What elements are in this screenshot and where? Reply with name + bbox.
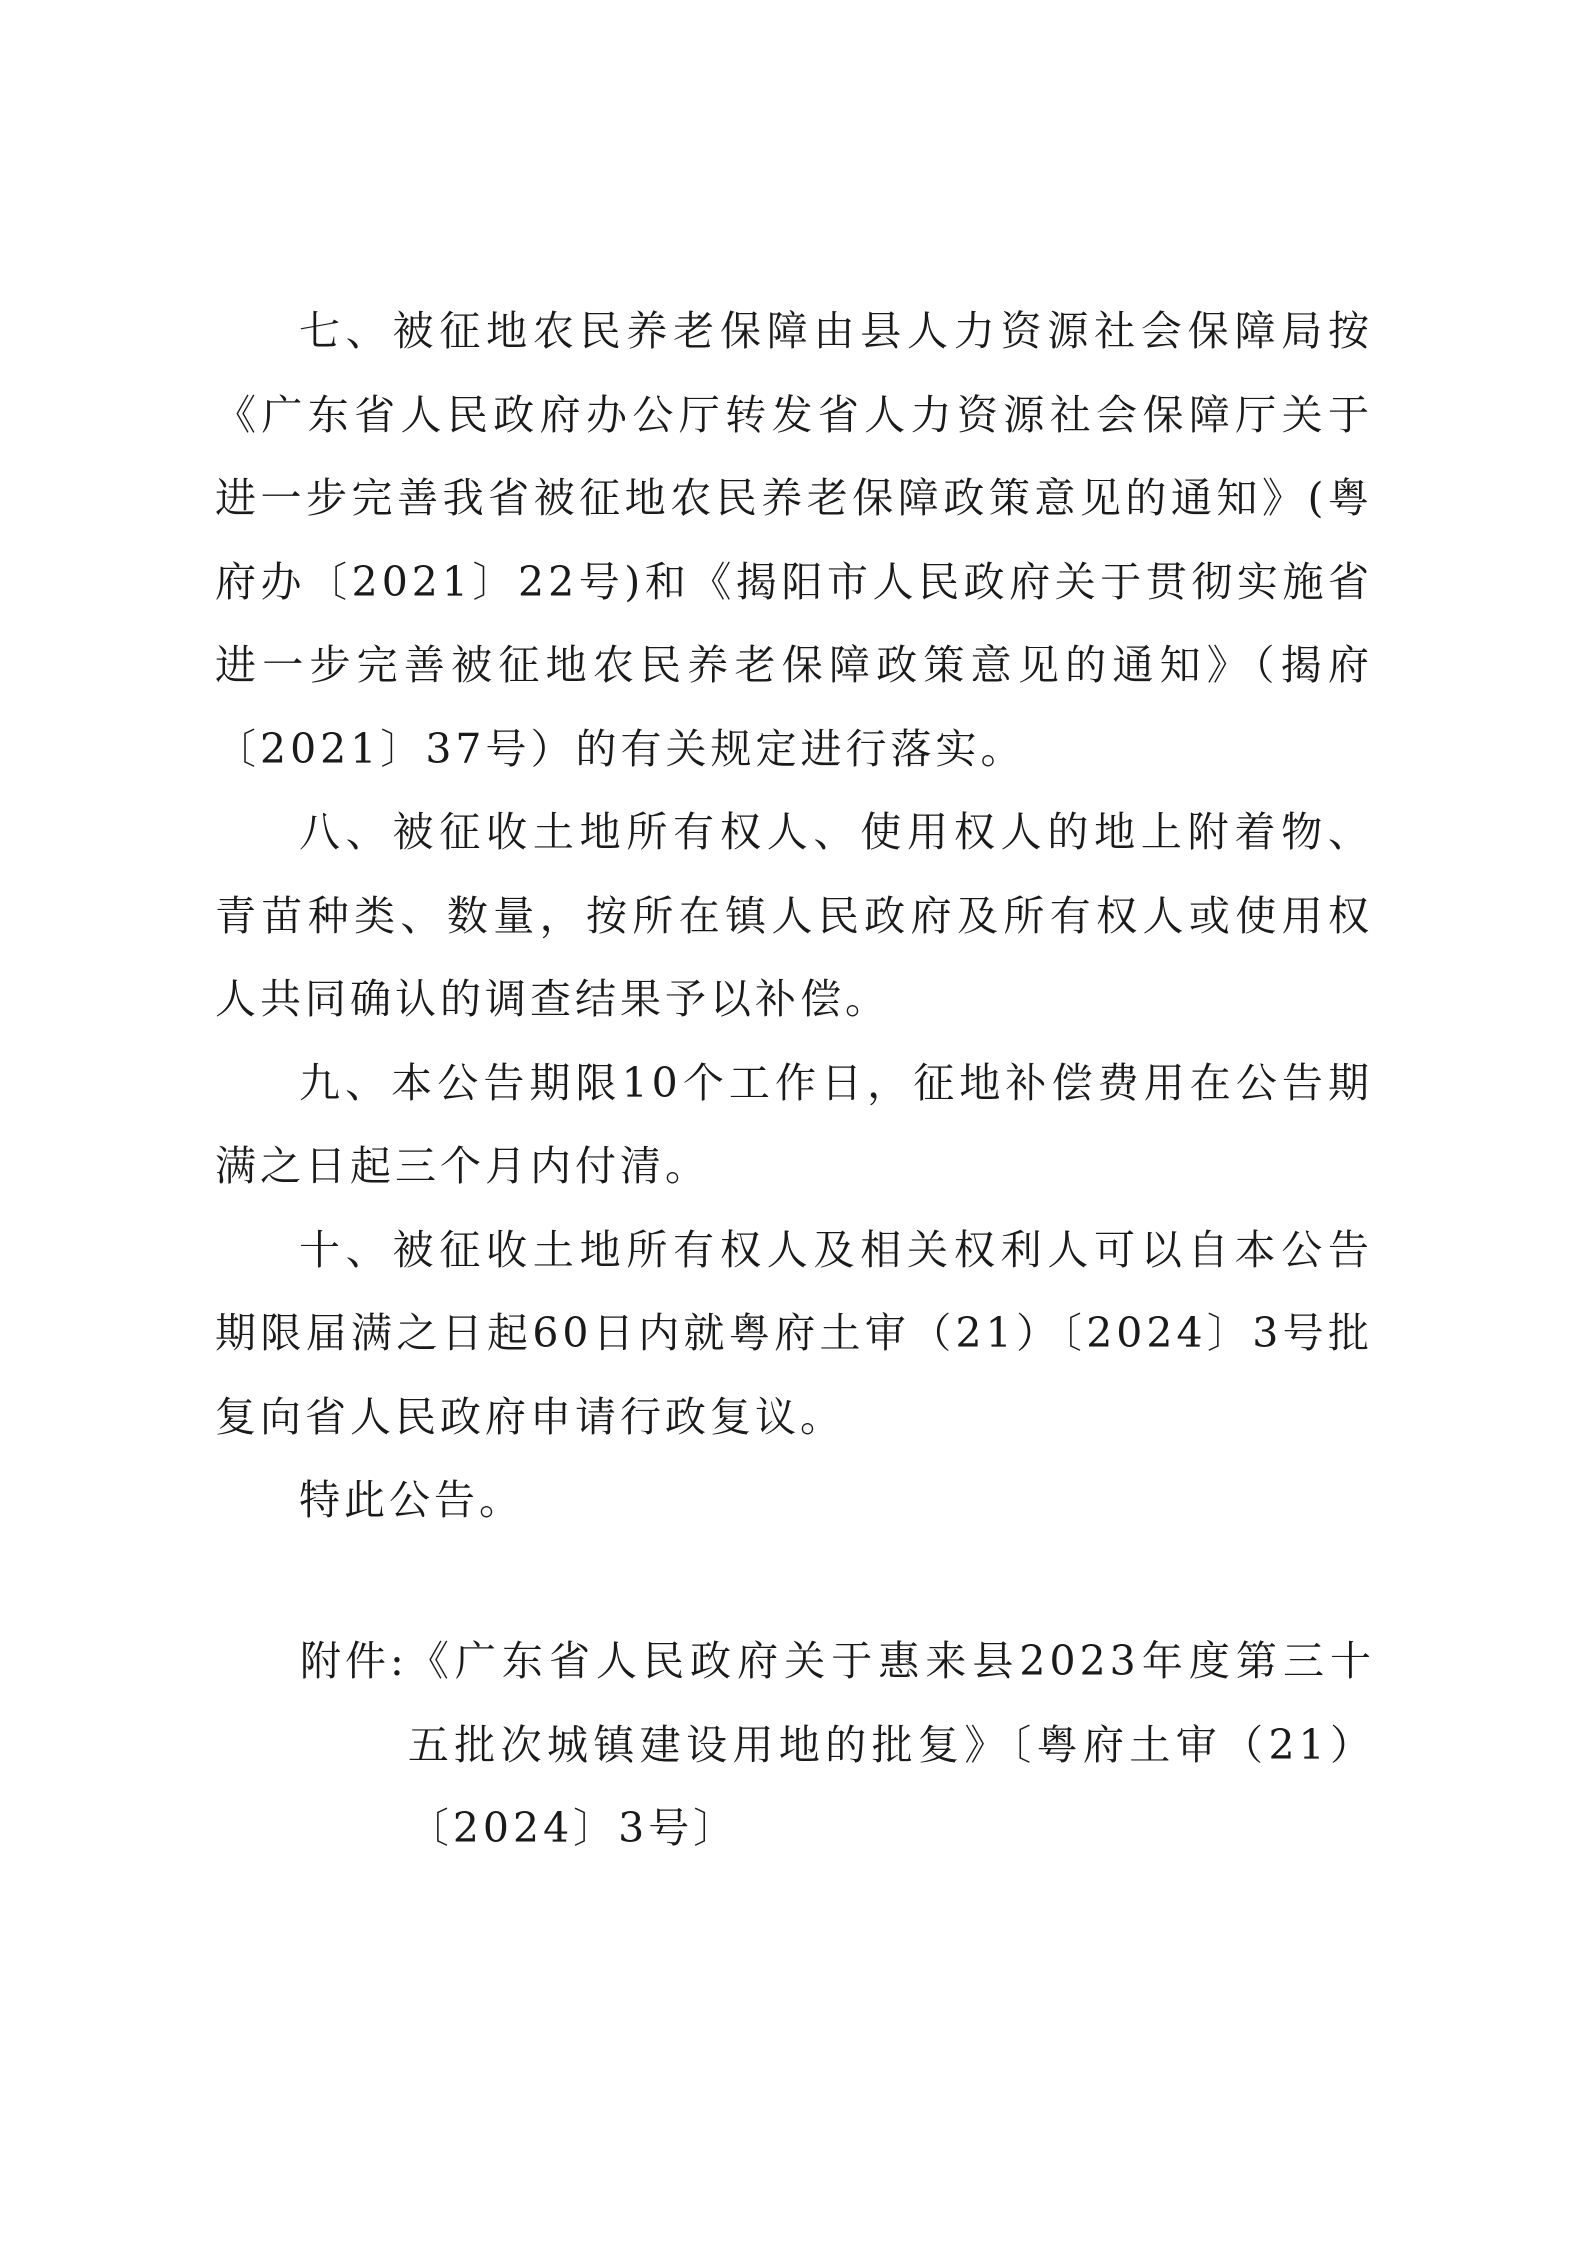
closing-statement: 特此公告。 [299,1476,524,1524]
paragraph-8-compensation: 八、被征收土地所有权人、使用权人的地上附着物、青苗种类、数量，按所在镇人民政府及所有权人或使用权人共同确认的调查结果予以补偿。 [215,808,1373,1023]
paragraph-9-notice-period: 九、本公告期限10个工作日，征地补偿费用在公告期满之日起三个月内付清。 [215,1058,1373,1190]
attachment-text: 《广东省人民政府关于惠来县2023年度第三十五批次城镇建设用地的批复》〔粤府土审（21）〔2024〕3号〕 [407,1637,1375,1852]
document-body [215,290,1373,1543]
attachment-block [300,1620,1375,1871]
attachment-label: 附件: [300,1637,408,1685]
paragraph-10-review: 十、被征收土地所有权人及相关权利人可以自本公告期限届满之日起60日内就粤府土审（21）〔2024〕3号批复向省人民政府申请行政复议。 [215,1225,1373,1441]
paragraph-7-pension: 七、被征地农民养老保障由县人力资源社会保障局按《广东省人民政府办公厅转发省人力资源社会保障厅关于进一步完善我省被征地农民养老保障政策意见的通知》(粤府办〔2021〕22号)和《揭阳市人民政府关于贯彻实施省进一步完善被征地农民养老保障政策意见的通知》（揭府〔2021〕37号）的有关规定进行落实。 [215,307,1373,773]
